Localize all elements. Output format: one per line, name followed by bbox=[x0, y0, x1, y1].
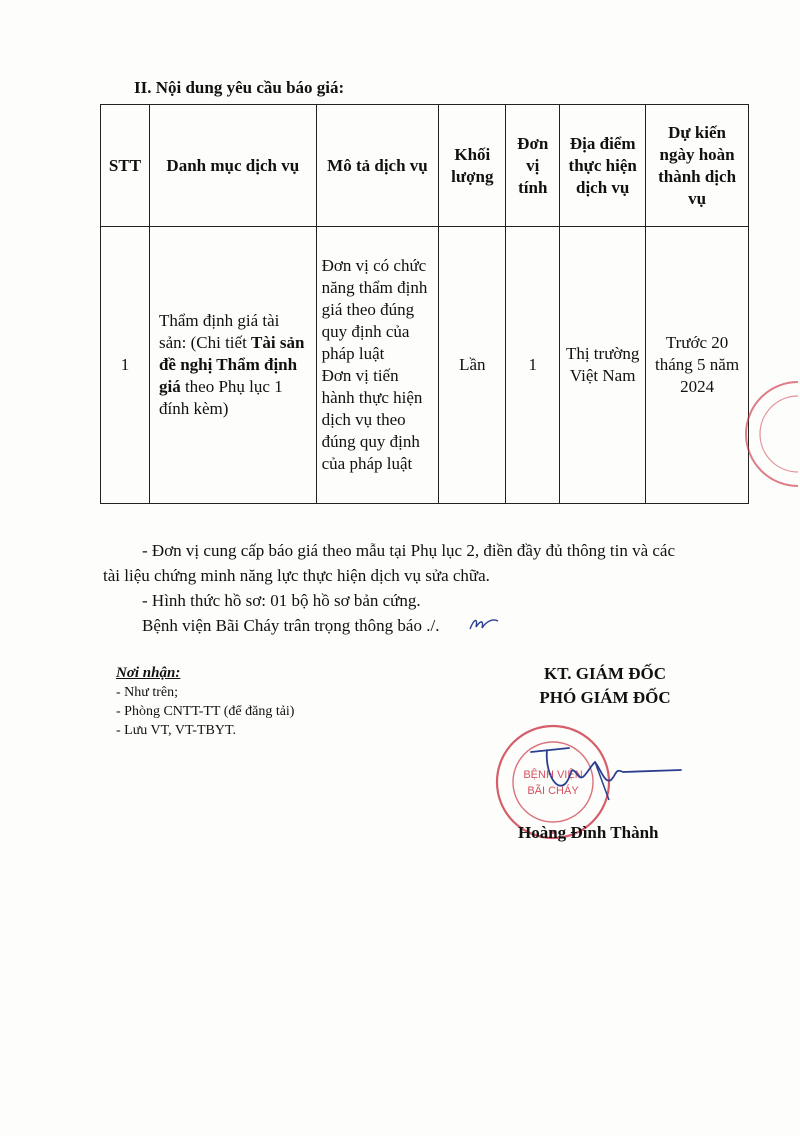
signature-title-2: PHÓ GIÁM ĐỐC bbox=[539, 688, 671, 707]
partial-seal-edge-icon bbox=[740, 380, 800, 490]
description-line-2: Đơn vị tiến hành thực hiện dịch vụ theo đúng quy định của pháp luật bbox=[321, 366, 423, 473]
header-expected-completion: Dự kiến ngày hoàn thành dịch vụ bbox=[646, 105, 749, 227]
note-line-4: Bệnh viện Bãi Cháy trân trọng thông báo ./. bbox=[142, 616, 440, 635]
note-line-1: - Đơn vị cung cấp báo giá theo mẫu tại Phụ lục 2, điền đầy đủ thông tin và các bbox=[142, 541, 676, 560]
header-location: Địa điểm thực hiện dịch vụ bbox=[560, 105, 646, 227]
cell-service-description bbox=[316, 227, 439, 504]
recipient-item: - Như trên; bbox=[116, 685, 179, 700]
table-header-row bbox=[101, 105, 749, 227]
cell-stt: 1 bbox=[101, 227, 150, 504]
header-stt: STT bbox=[101, 105, 150, 227]
cell-expected-completion: Trước 20 tháng 5 năm 2024 bbox=[646, 227, 749, 504]
note-line-2: tài liệu chứng minh năng lực thực hiện dịch vụ sửa chữa. bbox=[103, 566, 490, 585]
cell-service-category bbox=[149, 227, 316, 504]
signature-title-1: KT. GIÁM ĐỐC bbox=[544, 664, 666, 683]
quote-request-table bbox=[100, 104, 749, 504]
handwritten-signature-icon bbox=[525, 740, 685, 810]
stamp-line-2: BÃI CHÁY bbox=[527, 785, 579, 797]
recipients-heading: Nơi nhận: bbox=[116, 665, 181, 681]
recipient-item: - Phòng CNTT-TT (để đăng tải) bbox=[116, 704, 295, 719]
description-line-1: Đơn vị có chức năng thẩm định giá theo đúng quy định của pháp luật bbox=[321, 256, 428, 363]
initials-mark-icon bbox=[466, 613, 502, 635]
header-service-description: Mô tả dịch vụ bbox=[316, 105, 439, 227]
recipients-block bbox=[116, 664, 294, 740]
signer-name: Hoàng Đình Thành bbox=[518, 823, 659, 842]
service-text-part1: Thẩm định giá tài sản: (Chi tiết bbox=[158, 311, 280, 352]
cell-location: Thị trường Việt Nam bbox=[560, 227, 646, 504]
header-unit: Đơn vị tính bbox=[506, 105, 560, 227]
note-line-3: - Hình thức hồ sơ: 01 bộ hồ sơ bản cứng. bbox=[142, 591, 421, 610]
header-quantity: Khối lượng bbox=[439, 105, 506, 227]
recipient-item: - Lưu VT, VT-TBYT. bbox=[116, 723, 236, 738]
table-row bbox=[101, 227, 749, 504]
cell-quantity: Lần bbox=[439, 227, 506, 504]
service-text-part2: theo Phụ lục 1 đính kèm) bbox=[158, 377, 283, 418]
cell-unit: 1 bbox=[506, 227, 560, 504]
service-text-bold: Tài sản đề nghị Thẩm định giá bbox=[158, 333, 305, 396]
section-title: II. Nội dung yêu cầu báo giá: bbox=[134, 78, 345, 97]
header-service-category: Danh mục dịch vụ bbox=[149, 105, 316, 227]
stamp-line-1: BỆNH VIỆN bbox=[523, 769, 583, 781]
